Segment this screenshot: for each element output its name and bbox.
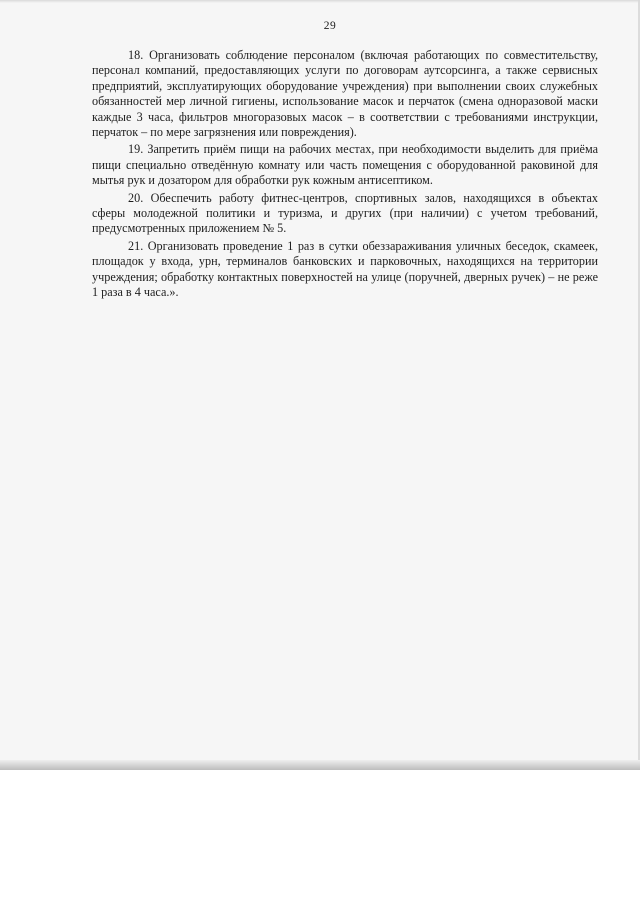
scan-top-edge <box>0 0 640 3</box>
paragraph-21: 21. Организовать проведение 1 раз в сутки обеззараживания уличных беседок, скамеек, площадок у входа, урн, терминалов банковских и парковочных, находящихся на территории учреждения; обработку контактных поверхностей на улице (поручней, дверных ручек) – не реже 1 раза в 4 часа.». <box>92 238 598 300</box>
document-body <box>92 48 598 301</box>
page-number: 29 <box>323 20 337 32</box>
scan-bottom-edge <box>0 760 640 770</box>
paragraph-20: 20. Обеспечить работу фитнес-центров, спортивных залов, находящихся в объектах сферы молодежной политики и туризма, и других (при наличии) с учетом требований, предусмотренных приложением № 5. <box>92 190 598 236</box>
paragraph-19: 19. Запретить приём пищи на рабочих местах, при необходимости выделить для приёма пищи специально отведённую комнату или часть помещения с оборудованной раковиной для мытья рук и дозатором для обработки рук кожным антисептиком. <box>92 142 598 188</box>
paragraph-18: 18. Организовать соблюдение персоналом (включая работающих по совместительству, персонал компаний, предоставляющих услуги по договорам аутсорсинга, а также сервисных предприятий, эксплуатирующих оборудование учреждения) при выполнении своих служебных обязанностей мер личной гигиены, использование масок и перчаток (смена одноразовой маски каждые 3 часа, фильтров многоразовых масок – в соответствии с требованиями инструкции, перчаток – по мере загрязнения или повреждения). <box>92 48 598 140</box>
